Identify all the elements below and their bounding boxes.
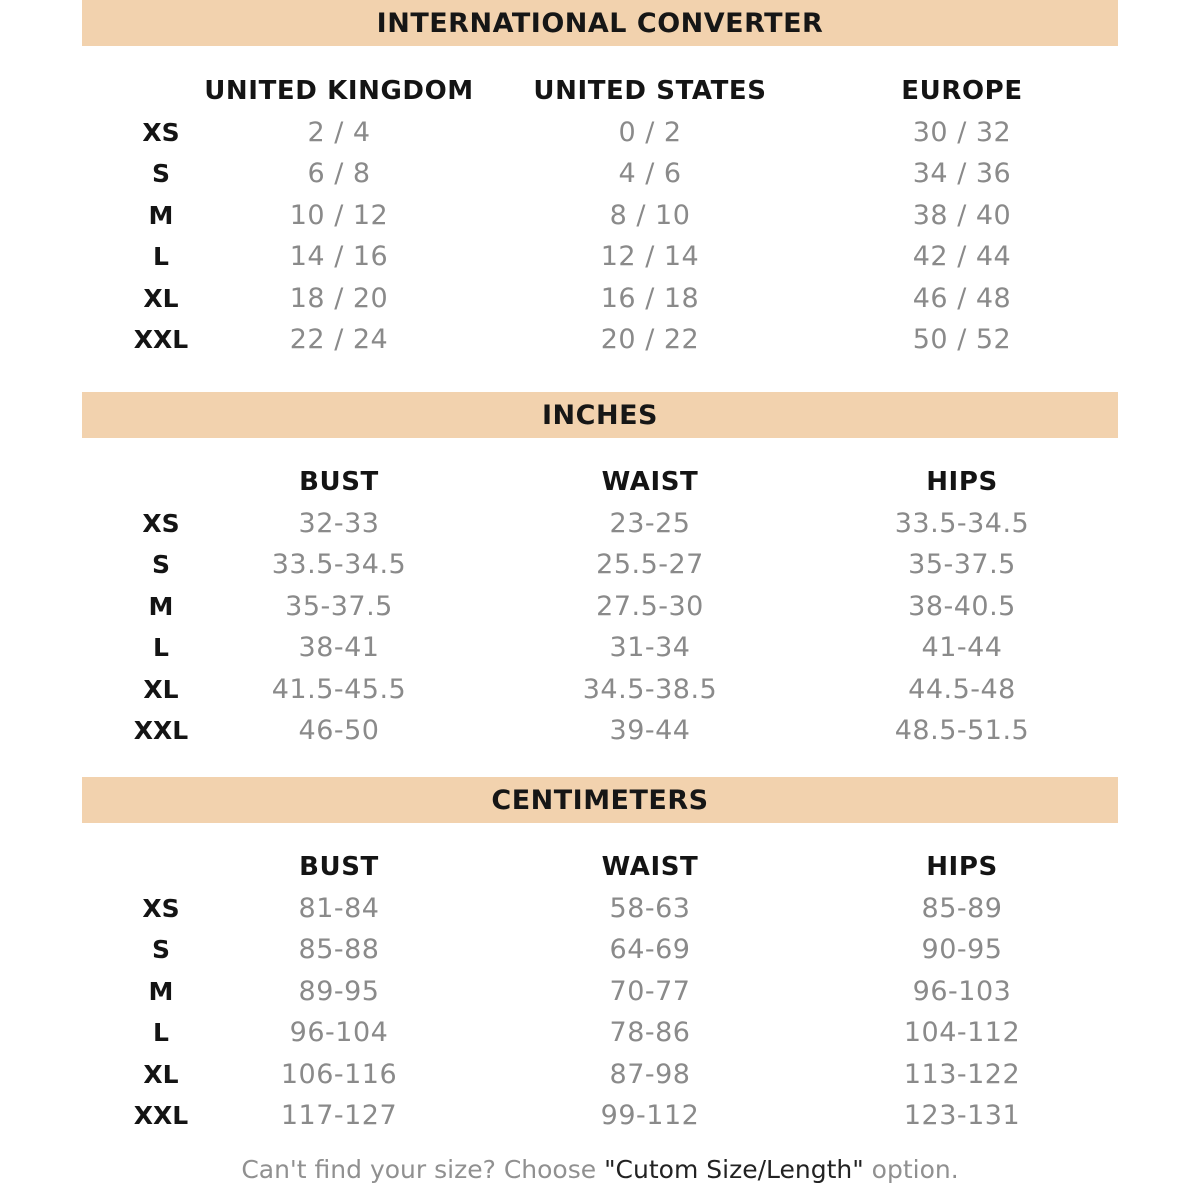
table-header-row	[0, 70, 1200, 112]
size-label: XXL	[133, 324, 189, 354]
footer-text-before: Can't find your size? Choose	[241, 1155, 605, 1184]
size-value: 31-34	[609, 632, 691, 664]
size-label: XL	[143, 283, 179, 313]
size-label: XS	[142, 509, 180, 538]
size-value: 44.5-48	[908, 673, 1016, 705]
size-value: 27.5-30	[596, 590, 704, 622]
size-value: 16 / 18	[600, 282, 700, 314]
size-value: 50 / 52	[912, 323, 1012, 355]
size-value: 41-44	[921, 632, 1003, 664]
size-value: 70-77	[609, 975, 691, 1007]
size-value: 8 / 10	[609, 199, 691, 231]
size-value: 39-44	[609, 714, 691, 746]
size-value: 34.5-38.5	[582, 673, 718, 705]
international-converter-table	[0, 70, 1200, 360]
size-value: 20 / 22	[600, 323, 700, 355]
size-value: 81-84	[298, 893, 380, 924]
table-row	[0, 971, 1200, 1012]
size-value: 33.5-34.5	[271, 549, 407, 581]
size-value: 30 / 32	[912, 117, 1012, 148]
size-value: 42 / 44	[912, 241, 1012, 273]
size-value: 89-95	[298, 975, 380, 1007]
table-row	[0, 236, 1200, 277]
size-value: 32-33	[298, 508, 380, 539]
column-header-waist: WAIST	[601, 467, 699, 497]
size-label: M	[148, 976, 174, 1006]
size-label: M	[148, 200, 174, 230]
size-value: 48.5-51.5	[894, 714, 1030, 746]
size-value: 99-112	[600, 1099, 700, 1131]
table-row	[0, 319, 1200, 360]
size-value: 78-86	[609, 1017, 691, 1049]
size-value: 12 / 14	[600, 241, 700, 273]
size-value: 117-127	[280, 1099, 398, 1131]
table-row	[0, 888, 1200, 929]
size-label: S	[151, 935, 170, 965]
size-value: 104-112	[903, 1017, 1021, 1049]
size-value: 18 / 20	[289, 282, 389, 314]
size-value: 23-25	[609, 508, 691, 539]
size-value: 87-98	[609, 1058, 691, 1090]
table-row	[0, 710, 1200, 751]
size-label: XL	[143, 674, 179, 704]
size-label: XS	[142, 894, 180, 923]
table-row	[0, 195, 1200, 236]
size-value: 113-122	[903, 1058, 1021, 1090]
size-label: XXL	[133, 715, 189, 745]
column-header-bust: BUST	[299, 852, 379, 882]
size-value: 85-88	[298, 934, 380, 966]
table-header-row	[0, 461, 1200, 503]
table-header-row	[0, 846, 1200, 888]
column-header-us: UNITED STATES	[533, 76, 767, 106]
table-row	[0, 1095, 1200, 1136]
size-value: 35-37.5	[285, 590, 393, 622]
size-value: 0 / 2	[618, 117, 682, 148]
size-value: 25.5-27	[596, 549, 704, 581]
size-value: 22 / 24	[289, 323, 389, 355]
size-value: 4 / 6	[618, 158, 682, 190]
size-label: S	[151, 550, 170, 580]
table-row	[0, 929, 1200, 970]
table-row	[0, 669, 1200, 710]
size-value: 6 / 8	[307, 158, 371, 190]
size-value: 2 / 4	[307, 117, 371, 148]
size-value: 96-104	[289, 1017, 389, 1049]
size-label: XL	[143, 1059, 179, 1089]
size-value: 96-103	[912, 975, 1012, 1007]
size-label: L	[153, 242, 169, 272]
table-row	[0, 544, 1200, 585]
size-value: 38-40.5	[908, 590, 1016, 622]
table-row	[0, 503, 1200, 544]
size-value: 10 / 12	[289, 199, 389, 231]
section-header-centimeters: CENTIMETERS	[82, 777, 1118, 823]
column-header-hips: HIPS	[926, 852, 998, 882]
column-header-bust: BUST	[299, 467, 379, 497]
section-header-inches: INCHES	[82, 392, 1118, 438]
size-label: M	[148, 591, 174, 621]
size-label: S	[151, 159, 170, 189]
size-value: 46 / 48	[912, 282, 1012, 314]
table-row	[0, 278, 1200, 319]
section-header-international-converter: INTERNATIONAL CONVERTER	[82, 0, 1118, 46]
size-value: 14 / 16	[289, 241, 389, 273]
size-value: 106-116	[280, 1058, 398, 1090]
size-label: L	[153, 1018, 169, 1048]
size-value: 34 / 36	[912, 158, 1012, 190]
table-row	[0, 1012, 1200, 1053]
size-value: 85-89	[921, 893, 1003, 924]
custom-size-note	[0, 1150, 1200, 1190]
column-header-hips: HIPS	[926, 467, 998, 497]
custom-size-option-label: "Cutom Size/Length"	[604, 1155, 864, 1184]
centimeters-table	[0, 846, 1200, 1136]
size-label: XS	[142, 118, 180, 147]
size-label: XXL	[133, 1100, 189, 1130]
size-value: 123-131	[903, 1099, 1021, 1131]
table-row	[0, 1054, 1200, 1095]
size-value: 41.5-45.5	[271, 673, 407, 705]
size-value: 38 / 40	[912, 199, 1012, 231]
size-value: 38-41	[298, 632, 380, 664]
column-header-uk: UNITED KINGDOM	[204, 76, 474, 106]
size-value: 90-95	[921, 934, 1003, 966]
column-header-europe: EUROPE	[901, 76, 1023, 106]
inches-table	[0, 461, 1200, 751]
size-value: 46-50	[298, 714, 380, 746]
footer-text-after: option.	[863, 1155, 959, 1184]
size-value: 64-69	[609, 934, 691, 966]
column-header-waist: WAIST	[601, 852, 699, 882]
size-value: 33.5-34.5	[894, 508, 1030, 539]
size-label: L	[153, 633, 169, 663]
table-row	[0, 627, 1200, 668]
size-value: 35-37.5	[908, 549, 1016, 581]
table-row	[0, 586, 1200, 627]
table-row	[0, 112, 1200, 153]
table-row	[0, 153, 1200, 194]
size-value: 58-63	[609, 893, 691, 924]
